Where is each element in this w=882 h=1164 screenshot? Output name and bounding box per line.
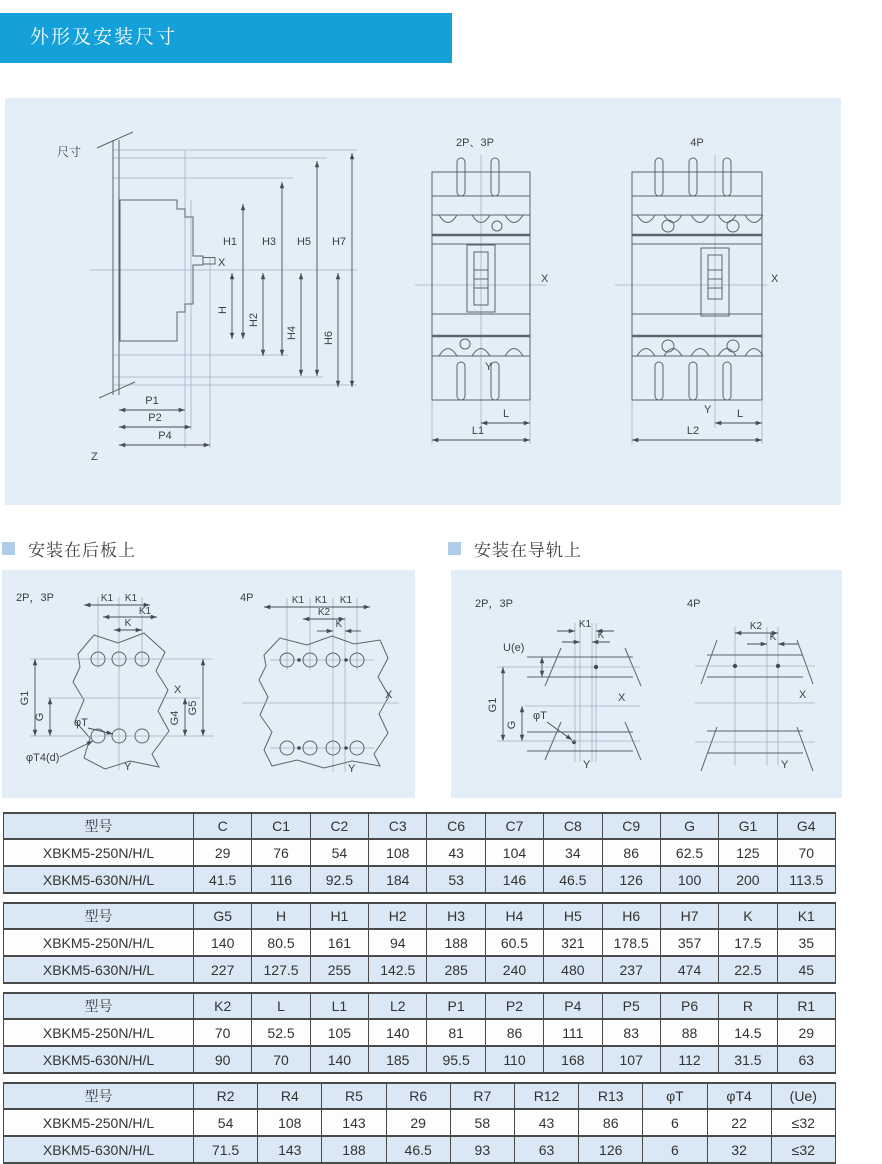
section-bullet-icon <box>448 542 461 555</box>
header-cell: C1 <box>252 813 310 839</box>
value-cell: 285 <box>427 956 485 983</box>
section-title-rail: 安装在导轨上 <box>474 540 582 560</box>
value-cell: 126 <box>579 1136 643 1163</box>
value-cell: 80.5 <box>252 929 310 956</box>
value-cell: 29 <box>386 1109 450 1136</box>
value-cell: 46.5 <box>386 1136 450 1163</box>
value-cell: 143 <box>258 1136 322 1163</box>
value-cell: 143 <box>322 1109 386 1136</box>
value-cell: ≤32 <box>771 1109 835 1136</box>
value-cell: 95.5 <box>427 1046 485 1073</box>
header-cell: H1 <box>310 903 368 929</box>
dim-label-k2: K2 <box>749 621 763 632</box>
value-cell: 6 <box>643 1109 707 1136</box>
dim-label-phi-t4d: φT4(d) <box>26 752 60 764</box>
model-cell: XBKM5-250N/H/L <box>4 929 194 956</box>
model-cell: XBKM5-630N/H/L <box>4 1136 194 1163</box>
y-axis-label: Y <box>485 361 493 373</box>
dimension-table-2 <box>3 902 836 984</box>
value-cell: 41.5 <box>194 866 252 893</box>
header-cell: G4 <box>777 813 835 839</box>
value-cell: 83 <box>602 1019 660 1046</box>
table-row <box>4 1109 836 1136</box>
poles-title-4p: 4P <box>687 598 701 610</box>
value-cell: 81 <box>427 1019 485 1046</box>
header-cell: G5 <box>194 903 252 929</box>
value-cell: 108 <box>258 1109 322 1136</box>
value-cell: 185 <box>369 1046 427 1073</box>
breaker-side-profile <box>120 200 203 341</box>
model-cell: XBKM5-630N/H/L <box>4 866 194 893</box>
dim-label-p2: P2 <box>148 412 162 424</box>
value-cell: 94 <box>369 929 427 956</box>
header-cell: 型号 <box>4 813 194 839</box>
poles-title-2p3p: 2P、3P <box>456 137 494 149</box>
header-cell: K1 <box>777 903 835 929</box>
z-axis-label: Z <box>91 451 98 463</box>
value-cell: 107 <box>602 1046 660 1073</box>
value-cell: 168 <box>544 1046 602 1073</box>
dim-label-h3: H3 <box>261 236 277 248</box>
x-axis-label: X <box>541 273 549 285</box>
x-axis-label: X <box>385 689 393 701</box>
rear-mounting-2p3p <box>16 592 214 773</box>
table-row <box>4 956 836 983</box>
value-cell: 6 <box>643 1136 707 1163</box>
value-cell: ≤32 <box>771 1136 835 1163</box>
header-cell: L2 <box>369 993 427 1019</box>
dim-label-k: K <box>597 630 605 641</box>
y-axis-label: Y <box>704 404 712 416</box>
header-cell: R5 <box>322 1083 386 1109</box>
value-cell: 29 <box>777 1019 835 1046</box>
dimension-table-3 <box>3 992 836 1074</box>
value-cell: 70 <box>194 1019 252 1046</box>
value-cell: 126 <box>602 866 660 893</box>
value-cell: 188 <box>427 929 485 956</box>
page-header-bar <box>0 13 452 63</box>
mounting-plate-blob <box>73 633 169 769</box>
header-cell: 型号 <box>4 903 194 929</box>
dim-label-h4: H4 <box>286 325 298 341</box>
header-cell: G <box>660 813 718 839</box>
outline-dimensions-drawing <box>5 98 841 505</box>
rail-mounting-2p3p <box>475 598 641 771</box>
value-cell: 116 <box>252 866 310 893</box>
dim-label-k1: K1 <box>291 595 305 606</box>
dim-label-ue: U(e) <box>503 642 525 654</box>
header-cell: C7 <box>485 813 543 839</box>
value-cell: 53 <box>427 866 485 893</box>
model-cell: XBKM5-630N/H/L <box>4 1046 194 1073</box>
dim-label-g: G <box>34 712 46 722</box>
page-title: 外形及安装尺寸 <box>30 27 178 48</box>
header-cell: H7 <box>660 903 718 929</box>
header-cell: H6 <box>602 903 660 929</box>
header-cell: H3 <box>427 903 485 929</box>
value-cell: 88 <box>660 1019 718 1046</box>
value-cell: 125 <box>719 839 777 866</box>
header-cell: P1 <box>427 993 485 1019</box>
table-row <box>4 1136 836 1163</box>
value-cell: 142.5 <box>369 956 427 983</box>
rear-mounting-4p <box>240 592 399 775</box>
dim-label-g: G <box>506 720 518 730</box>
dimension-table-1 <box>3 812 836 894</box>
size-label: 尺寸 <box>57 145 82 159</box>
section-title-rear-panel: 安装在后板上 <box>28 540 136 560</box>
value-cell: 31.5 <box>719 1046 777 1073</box>
model-cell: XBKM5-630N/H/L <box>4 956 194 983</box>
dim-label-k1: K1 <box>124 593 138 604</box>
header-cell: H <box>252 903 310 929</box>
value-cell: 161 <box>310 929 368 956</box>
dim-label-k1: K1 <box>138 606 152 617</box>
header-cell: H5 <box>544 903 602 929</box>
poles-title-2p3p: 2P，3P <box>16 592 54 604</box>
header-cell: C3 <box>369 813 427 839</box>
value-cell: 35 <box>777 929 835 956</box>
dim-label-phi-t: φT <box>74 717 88 729</box>
header-cell: P5 <box>602 993 660 1019</box>
dim-label-k: K <box>769 632 777 643</box>
dim-label-g1: G1 <box>19 690 31 706</box>
dim-label-k: K <box>335 619 343 630</box>
header-cell: R12 <box>514 1083 578 1109</box>
model-cell: XBKM5-250N/H/L <box>4 839 194 866</box>
section-rail-heading <box>448 538 582 558</box>
dim-label-g5: G5 <box>187 700 199 716</box>
value-cell: 71.5 <box>194 1136 258 1163</box>
header-cell: C2 <box>310 813 368 839</box>
value-cell: 321 <box>544 929 602 956</box>
value-cell: 63 <box>514 1136 578 1163</box>
value-cell: 62.5 <box>660 839 718 866</box>
header-cell: C9 <box>602 813 660 839</box>
value-cell: 108 <box>369 839 427 866</box>
value-cell: 86 <box>485 1019 543 1046</box>
x-axis-label: X <box>799 689 807 701</box>
table-row <box>4 1019 836 1046</box>
value-cell: 357 <box>660 929 718 956</box>
front-view-4p <box>615 137 779 444</box>
value-cell: 54 <box>310 839 368 866</box>
y-axis-label: Y <box>781 759 789 771</box>
value-cell: 105 <box>310 1019 368 1046</box>
dim-label-l1: L1 <box>471 425 485 437</box>
header-cell: K2 <box>194 993 252 1019</box>
model-cell: XBKM5-250N/H/L <box>4 1109 194 1136</box>
x-axis-label: X <box>618 692 626 704</box>
dimension-tables <box>3 812 835 1164</box>
dim-label-h5: H5 <box>296 236 312 248</box>
dim-label-k2: K2 <box>317 607 331 618</box>
value-cell: 63 <box>777 1046 835 1073</box>
section-rear-panel-heading <box>2 538 136 558</box>
table-row <box>4 866 836 893</box>
value-cell: 32 <box>707 1136 771 1163</box>
value-cell: 60.5 <box>485 929 543 956</box>
dim-label-h2: H2 <box>248 312 260 328</box>
value-cell: 58 <box>450 1109 514 1136</box>
y-axis-label: Y <box>348 763 356 775</box>
handle-stub <box>203 258 215 265</box>
side-view-drawing <box>57 132 357 463</box>
dimension-table-4 <box>3 1082 836 1164</box>
value-cell: 92.5 <box>310 866 368 893</box>
value-cell: 70 <box>252 1046 310 1073</box>
dim-label-l2: L2 <box>686 425 700 437</box>
header-cell: φT <box>643 1083 707 1109</box>
value-cell: 34 <box>544 839 602 866</box>
value-cell: 54 <box>194 1109 258 1136</box>
header-cell: P2 <box>485 993 543 1019</box>
header-cell: 型号 <box>4 993 194 1019</box>
rear-panel-mounting-drawing <box>2 570 415 798</box>
header-cell: H2 <box>369 903 427 929</box>
dim-label-k1: K1 <box>578 619 592 630</box>
header-cell: C8 <box>544 813 602 839</box>
value-cell: 22.5 <box>719 956 777 983</box>
value-cell: 86 <box>579 1109 643 1136</box>
header-cell: L1 <box>310 993 368 1019</box>
dim-label-g4: G4 <box>169 710 181 726</box>
value-cell: 93 <box>450 1136 514 1163</box>
poles-title-2p3p: 2P，3P <box>475 598 513 610</box>
value-cell: 240 <box>485 956 543 983</box>
table-row <box>4 929 836 956</box>
dim-label-g1: G1 <box>487 697 499 713</box>
y-axis-label: Y <box>124 761 132 773</box>
value-cell: 22 <box>707 1109 771 1136</box>
dim-label-h: H <box>217 306 229 314</box>
dim-label-h7: H7 <box>331 236 347 248</box>
value-cell: 140 <box>310 1046 368 1073</box>
poles-title-4p: 4P <box>240 592 254 604</box>
dim-label-k: K <box>124 618 132 629</box>
value-cell: 140 <box>194 929 252 956</box>
value-cell: 52.5 <box>252 1019 310 1046</box>
value-cell: 113.5 <box>777 866 835 893</box>
dim-label-k1: K1 <box>314 595 328 606</box>
y-axis-label: Y <box>583 759 591 771</box>
header-cell: G1 <box>719 813 777 839</box>
value-cell: 112 <box>660 1046 718 1073</box>
header-cell: R6 <box>386 1083 450 1109</box>
value-cell: 14.5 <box>719 1019 777 1046</box>
value-cell: 90 <box>194 1046 252 1073</box>
header-cell: C <box>194 813 252 839</box>
x-axis-label: X <box>218 257 226 269</box>
value-cell: 140 <box>369 1019 427 1046</box>
value-cell: 70 <box>777 839 835 866</box>
value-cell: 29 <box>194 839 252 866</box>
poles-title-4p: 4P <box>690 137 704 149</box>
value-cell: 104 <box>485 839 543 866</box>
value-cell: 127.5 <box>252 956 310 983</box>
dim-label-h1: H1 <box>222 236 238 248</box>
value-cell: 474 <box>660 956 718 983</box>
dim-label-k1: K1 <box>339 595 353 606</box>
dim-label-h6: H6 <box>323 330 335 346</box>
value-cell: 76 <box>252 839 310 866</box>
value-cell: 43 <box>427 839 485 866</box>
value-cell: 86 <box>602 839 660 866</box>
value-cell: 100 <box>660 866 718 893</box>
value-cell: 255 <box>310 956 368 983</box>
value-cell: 43 <box>514 1109 578 1136</box>
table-row <box>4 1046 836 1073</box>
header-cell: 型号 <box>4 1083 194 1109</box>
header-cell: L <box>252 993 310 1019</box>
header-cell: R <box>719 993 777 1019</box>
value-cell: 46.5 <box>544 866 602 893</box>
value-cell: 184 <box>369 866 427 893</box>
value-cell: 110 <box>485 1046 543 1073</box>
value-cell: 480 <box>544 956 602 983</box>
value-cell: 146 <box>485 866 543 893</box>
value-cell: 227 <box>194 956 252 983</box>
header-cell: P6 <box>660 993 718 1019</box>
model-cell: XBKM5-250N/H/L <box>4 1019 194 1046</box>
front-view-2p3p <box>415 137 549 444</box>
header-cell: C6 <box>427 813 485 839</box>
main-drawing-panel <box>5 98 841 505</box>
value-cell: 17.5 <box>719 929 777 956</box>
header-cell: R2 <box>194 1083 258 1109</box>
header-cell: P4 <box>544 993 602 1019</box>
header-cell: R1 <box>777 993 835 1019</box>
value-cell: 178.5 <box>602 929 660 956</box>
section-bullet-icon <box>2 542 15 555</box>
header-cell: H4 <box>485 903 543 929</box>
dim-label-l: L <box>736 408 744 420</box>
dim-label-p1: P1 <box>145 395 159 407</box>
header-cell: K <box>719 903 777 929</box>
dim-label-k1: K1 <box>100 593 114 604</box>
table-row <box>4 839 836 866</box>
header-cell: R7 <box>450 1083 514 1109</box>
value-cell: 188 <box>322 1136 386 1163</box>
header-cell: R4 <box>258 1083 322 1109</box>
dim-label-phi-t: φT <box>533 710 547 722</box>
rail-mounting-4p <box>687 598 815 771</box>
x-axis-label: X <box>771 273 779 285</box>
value-cell: 111 <box>544 1019 602 1046</box>
header-cell: (Ue) <box>771 1083 835 1109</box>
value-cell: 45 <box>777 956 835 983</box>
rail-mounting-drawing <box>451 570 842 798</box>
rear-panel-mounting-panel <box>2 570 415 798</box>
rail-mounting-panel <box>451 570 842 798</box>
x-axis-label: X <box>174 684 182 696</box>
dim-label-p4: P4 <box>158 430 172 442</box>
value-cell: 237 <box>602 956 660 983</box>
value-cell: 200 <box>719 866 777 893</box>
header-cell: φT4 <box>707 1083 771 1109</box>
dim-label-l: L <box>502 408 510 420</box>
header-cell: R13 <box>579 1083 643 1109</box>
